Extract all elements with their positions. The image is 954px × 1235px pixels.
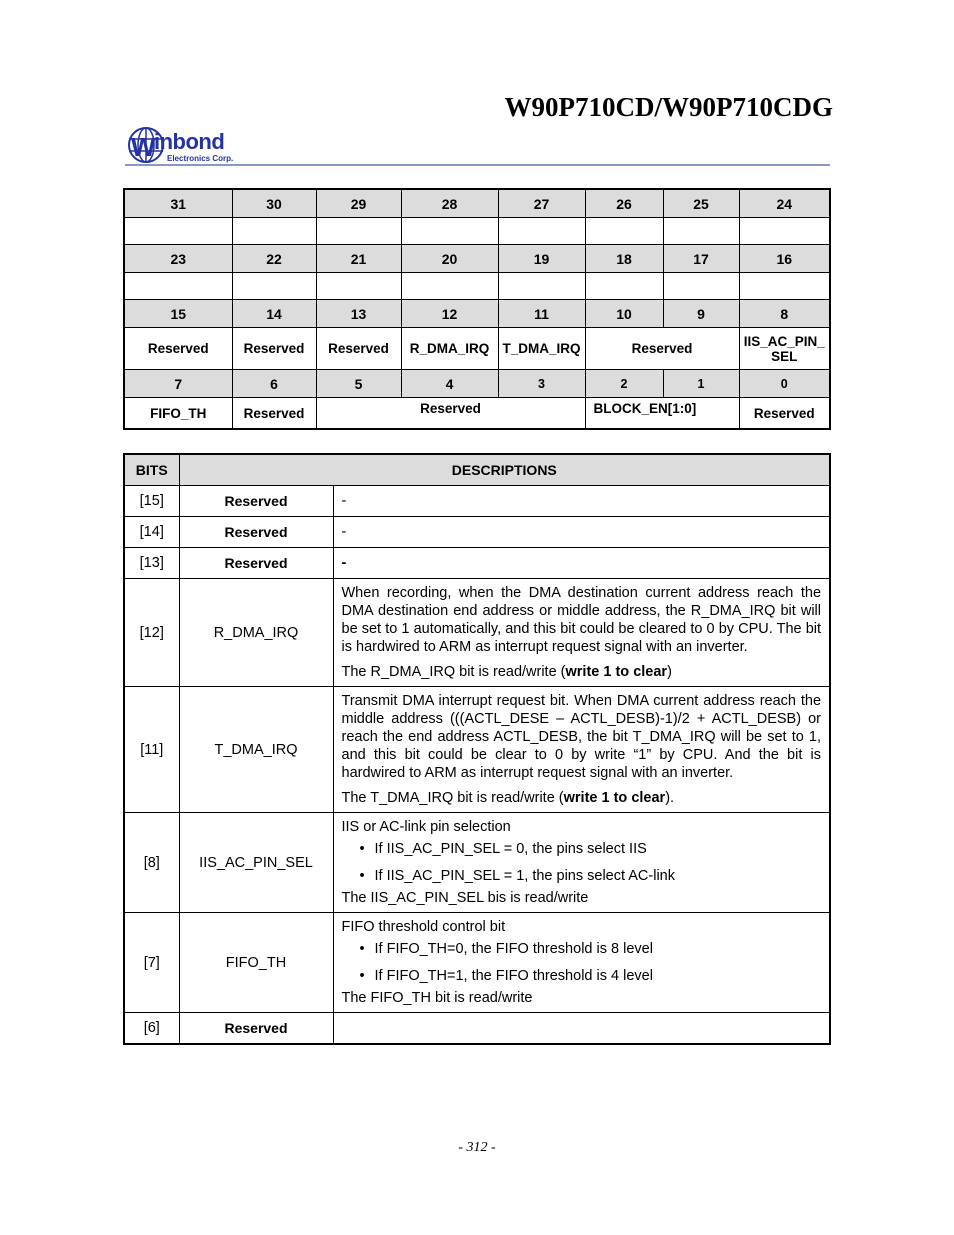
table-row: [124, 548, 830, 579]
field-name: Reserved: [739, 398, 830, 430]
bit-number: 2: [585, 370, 663, 398]
bit-field-name: Reserved: [179, 1013, 333, 1045]
bit-field-name: R_DMA_IRQ: [179, 579, 333, 687]
access-note: The FIFO_TH bit is read/write: [341, 990, 533, 1006]
field-name: Reserved: [232, 328, 316, 370]
field-name: Reserved: [316, 398, 585, 430]
bit-field-name: Reserved: [179, 486, 333, 517]
bit-index: [14]: [124, 517, 179, 548]
note-emphasis: write 1 to clear: [565, 664, 668, 680]
table-header: [124, 454, 830, 486]
bit-field-name: Reserved: [179, 548, 333, 579]
bit-index: [15]: [124, 486, 179, 517]
bit-number: 19: [498, 245, 585, 273]
bit-field-name: IIS_AC_PIN_SEL: [179, 813, 333, 913]
bit-index: [12]: [124, 579, 179, 687]
bit-number: 21: [316, 245, 401, 273]
bit-number: 28: [401, 189, 498, 218]
bit-description: -: [333, 517, 830, 548]
bit-number: 24: [739, 189, 830, 218]
header-divider: [125, 164, 830, 166]
logo-wordmark: inbond: [154, 129, 225, 154]
field-name: Reserved: [316, 328, 401, 370]
svg-text:W: W: [131, 132, 156, 162]
bit-index: [7]: [124, 913, 179, 1013]
bit-number: 9: [663, 300, 739, 328]
field-name: Reserved: [585, 328, 739, 370]
bit-number: 10: [585, 300, 663, 328]
field-name: R_DMA_IRQ: [401, 328, 498, 370]
bit-description: -: [333, 548, 830, 579]
bit-number: 4: [401, 370, 498, 398]
field-cell: [498, 273, 585, 300]
table-row: [124, 913, 830, 1013]
bit-field-name: Reserved: [179, 517, 333, 548]
access-note: [342, 789, 822, 807]
bullet-list: [342, 940, 822, 985]
field-row-7-0: [124, 398, 830, 430]
bit-descriptions-table: [123, 453, 831, 1045]
table-row: [124, 579, 830, 687]
bit-number: 22: [232, 245, 316, 273]
bit-number: 20: [401, 245, 498, 273]
bit-index: [11]: [124, 687, 179, 813]
bit-number: 12: [401, 300, 498, 328]
field-cell: [316, 218, 401, 245]
bit-number: 7: [124, 370, 232, 398]
field-cell: [401, 273, 498, 300]
field-name: BLOCK_EN[1:0]: [585, 398, 739, 430]
field-cell: [663, 273, 739, 300]
table-row: [124, 517, 830, 548]
bit-field-name: T_DMA_IRQ: [179, 687, 333, 813]
document-title: W90P710CD/W90P710CDG: [504, 92, 833, 122]
field-name: FIFO_TH: [124, 398, 232, 430]
description-paragraph: Transmit DMA interrupt request bit. When DMA current address reach the middle address (((ACTL_DESE – ACTL_DESB)-1)/2 + ACTL_DESB) or reach the end address ACTL_DESB, the bit T_DMA_IRQ will be set to 1, and this bit could be clear to 0 by write “1” by CPU. And the bit is hardwired to ARM as interrupt request signal with an inverter.: [341, 693, 822, 781]
descriptions-header: DESCRIPTIONS: [179, 454, 830, 486]
bit-number: 8: [739, 300, 830, 328]
note-text: The T_DMA_IRQ bit is read/write (: [341, 790, 564, 806]
bit-number: 23: [124, 245, 232, 273]
field-cell: [232, 218, 316, 245]
bullet-list: [342, 840, 822, 885]
field-cell: [663, 218, 739, 245]
field-row-23-16: [124, 273, 830, 300]
winbond-logo: [127, 126, 257, 166]
bit-description: [333, 579, 830, 687]
bit-number: 1: [663, 370, 739, 398]
list-item: • If FIFO_TH=0, the FIFO threshold is 8 level: [375, 940, 822, 958]
field-cell: [124, 273, 232, 300]
description-paragraph: When recording, when the DMA destination current address reach the DMA destination end address or middle address, the R_DMA_IRQ bit will be set to 1 automatically, and this bit could be cleared to 0 by CPU. The bit is hardwired to ARM as interrupt request signal with an inverter.: [341, 585, 822, 655]
field-row-31-24: [124, 218, 830, 245]
bit-description: [333, 913, 830, 1013]
table-row: [124, 813, 830, 913]
bit-number: 25: [663, 189, 739, 218]
field-cell: [498, 218, 585, 245]
field-name: Reserved: [232, 398, 316, 430]
field-cell: [739, 273, 830, 300]
bit-index: [13]: [124, 548, 179, 579]
bit-description: -: [333, 486, 830, 517]
bit-number: 18: [585, 245, 663, 273]
bit-number: 14: [232, 300, 316, 328]
table-row: [124, 1013, 830, 1045]
field-row-15-8: [124, 328, 830, 370]
bit-number: 16: [739, 245, 830, 273]
bits-header: BITS: [124, 454, 179, 486]
list-item: • If IIS_AC_PIN_SEL = 1, the pins select AC-link: [375, 867, 822, 885]
description-intro: IIS or AC-link pin selection: [341, 819, 511, 835]
field-name: Reserved: [124, 328, 232, 370]
bit-row-23-16: [124, 245, 830, 273]
field-cell: [585, 218, 663, 245]
bit-description: [333, 813, 830, 913]
note-text: The R_DMA_IRQ bit is read/write (: [341, 664, 566, 680]
field-cell: [124, 218, 232, 245]
list-item: • If IIS_AC_PIN_SEL = 0, the pins select IIS: [375, 840, 822, 858]
page-number: - 312 -: [458, 1140, 496, 1155]
note-emphasis: write 1 to clear: [563, 790, 666, 806]
field-cell: [232, 273, 316, 300]
bit-number: 3: [498, 370, 585, 398]
field-name: T_DMA_IRQ: [498, 328, 585, 370]
bit-number: 11: [498, 300, 585, 328]
access-note: [342, 663, 822, 681]
bit-number: 5: [316, 370, 401, 398]
note-text: ): [667, 664, 672, 680]
bit-row-15-8: [124, 300, 830, 328]
bit-row-31-24: [124, 189, 830, 218]
bit-index: [8]: [124, 813, 179, 913]
field-cell: [739, 218, 830, 245]
bit-field-name: FIFO_TH: [179, 913, 333, 1013]
bit-number: 0: [739, 370, 830, 398]
bit-number: 31: [124, 189, 232, 218]
bit-number: 27: [498, 189, 585, 218]
bit-description: [333, 1013, 830, 1045]
field-name: IIS_AC_PIN_ SEL: [739, 328, 830, 370]
table-row: [124, 687, 830, 813]
field-cell: [401, 218, 498, 245]
bit-number: 17: [663, 245, 739, 273]
logo-subtitle: Electronics Corp.: [167, 154, 234, 163]
bit-row-7-0: [124, 370, 830, 398]
bit-number: 15: [124, 300, 232, 328]
bit-number: 29: [316, 189, 401, 218]
access-note: The IIS_AC_PIN_SEL bis is read/write: [341, 890, 589, 906]
bit-number: 26: [585, 189, 663, 218]
field-cell: [585, 273, 663, 300]
description-intro: FIFO threshold control bit: [341, 919, 506, 935]
bit-description: [333, 687, 830, 813]
register-bit-map: [123, 188, 831, 430]
bit-number: 30: [232, 189, 316, 218]
bit-number: 13: [316, 300, 401, 328]
bit-number: 6: [232, 370, 316, 398]
list-item: • If FIFO_TH=1, the FIFO threshold is 4 level: [375, 967, 822, 985]
note-text: ).: [665, 790, 675, 806]
table-row: [124, 486, 830, 517]
field-cell: [316, 273, 401, 300]
bit-index: [6]: [124, 1013, 179, 1045]
